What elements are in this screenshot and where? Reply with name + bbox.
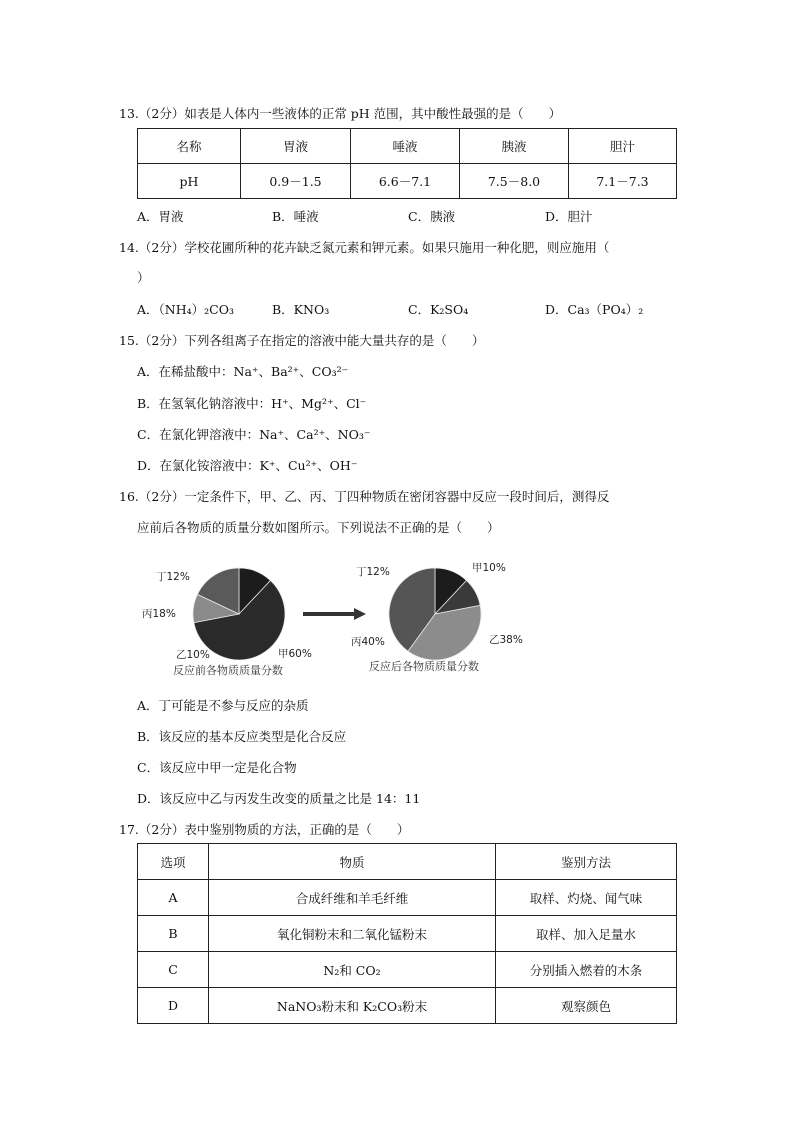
table-row [138, 129, 677, 164]
identification-table [137, 843, 677, 1024]
pie-chart-after [389, 568, 481, 660]
table-cell: 氧化铜粉末和二氧化锰粉末 [209, 916, 496, 952]
pie-after-label-jia: 甲10% [472, 562, 506, 574]
q15-option-d: D．在氯化铵溶液中：K⁺、Cu²⁺、OH⁻ [137, 458, 358, 473]
q14-option-c: C．K₂SO₄ [408, 302, 469, 317]
q16-stem-line2: 应前后各物质的质量分数如图所示。下列说法不正确的是（ ） [137, 520, 500, 535]
q16-option-c: C．该反应中甲一定是化合物 [137, 760, 297, 775]
q14-stem-line1: 14.（2分）学校花圃所种的花卉缺乏氮元素和钾元素。如果只施用一种化肥，则应施用（ [119, 240, 610, 255]
table-cell: C [138, 952, 209, 988]
pie-before-label-yi: 乙10% [176, 649, 210, 661]
pie-chart-before [193, 568, 285, 660]
pie-after-caption: 反应后各物质质量分数 [369, 660, 479, 673]
table-cell: 0.9－1.5 [241, 164, 351, 199]
table-row [138, 916, 677, 952]
table-cell: B [138, 916, 209, 952]
table-cell: N₂和 CO₂ [209, 952, 496, 988]
table-cell: 名称 [138, 129, 241, 164]
q13-option-b: B．唾液 [272, 209, 319, 224]
table-cell: 7.5－8.0 [460, 164, 569, 199]
table-row [138, 952, 677, 988]
q13-option-c: C．胰液 [408, 209, 456, 224]
pie-after-label-yi: 乙38% [489, 634, 523, 646]
table-cell: 选项 [138, 844, 209, 880]
table-row [138, 880, 677, 916]
pie-after-label-ding: 丁12% [356, 566, 390, 578]
table-cell: 鉴别方法 [496, 844, 677, 880]
table-cell: A [138, 880, 209, 916]
ph-table [137, 128, 677, 199]
q14-option-a: A．（NH₄）₂CO₃ [137, 302, 234, 317]
q13-option-a: A．胃液 [137, 209, 184, 224]
table-cell: 分别插入燃着的木条 [496, 952, 677, 988]
q14-stem-line2: ） [137, 270, 150, 285]
pie-before-label-ding: 丁12% [156, 571, 190, 583]
q15-option-a: A．在稀盐酸中：Na⁺、Ba²⁺、CO₃²⁻ [137, 364, 349, 379]
pie-charts-figure [130, 550, 530, 680]
table-cell: 取样、灼烧、闻气味 [496, 880, 677, 916]
q13-stem: 13.（2分）如表是人体内一些液体的正常 pH 范围，其中酸性最强的是（ ） [119, 106, 562, 121]
table-cell: 物质 [209, 844, 496, 880]
table-row [138, 164, 677, 199]
pie-before-caption: 反应前各物质质量分数 [173, 664, 283, 677]
table-cell: 胰液 [460, 129, 569, 164]
table-cell: 唾液 [351, 129, 460, 164]
q16-option-b: B．该反应的基本反应类型是化合反应 [137, 729, 347, 744]
q15-option-c: C．在氯化钾溶液中：Na⁺、Ca²⁺、NO₃⁻ [137, 427, 371, 442]
pie-before-label-bing: 丙18% [142, 608, 176, 620]
table-cell: NaNO₃粉末和 K₂CO₃粉末 [209, 988, 496, 1024]
table-cell: 胆汁 [569, 129, 677, 164]
table-cell: 合成纤维和羊毛纤维 [209, 880, 496, 916]
q14-option-b: B．KNO₃ [272, 302, 330, 317]
table-row [138, 844, 677, 880]
q15-option-b: B．在氢氧化钠溶液中：H⁺、Mg²⁺、Cl⁻ [137, 396, 367, 411]
q16-option-a: A．丁可能是不参与反应的杂质 [137, 698, 309, 713]
table-cell: 观察颜色 [496, 988, 677, 1024]
table-cell: D [138, 988, 209, 1024]
q13-option-d: D．胆汁 [545, 209, 593, 224]
table-cell: 6.6－7.1 [351, 164, 460, 199]
arrow-right-icon [303, 608, 366, 620]
q15-stem: 15.（2分）下列各组离子在指定的溶液中能大量共存的是（ ） [119, 333, 485, 348]
table-row [138, 988, 677, 1024]
q16-stem-line1: 16.（2分）一定条件下，甲、乙、丙、丁四种物质在密闭容器中反应一段时间后，测得反 [119, 489, 610, 504]
pie-after-label-bing: 丙40% [351, 636, 385, 648]
q17-stem: 17.（2分）表中鉴别物质的方法，正确的是（ ） [119, 822, 410, 837]
table-cell: 胃液 [241, 129, 351, 164]
pie-before-label-jia: 甲60% [278, 648, 312, 660]
q16-option-d: D．该反应中乙与丙发生改变的质量之比是 14：11 [137, 791, 421, 806]
table-cell: pH [138, 164, 241, 199]
table-cell: 7.1－7.3 [569, 164, 677, 199]
q14-option-d: D．Ca₃（PO₄）₂ [545, 302, 644, 317]
table-cell: 取样、加入足量水 [496, 916, 677, 952]
